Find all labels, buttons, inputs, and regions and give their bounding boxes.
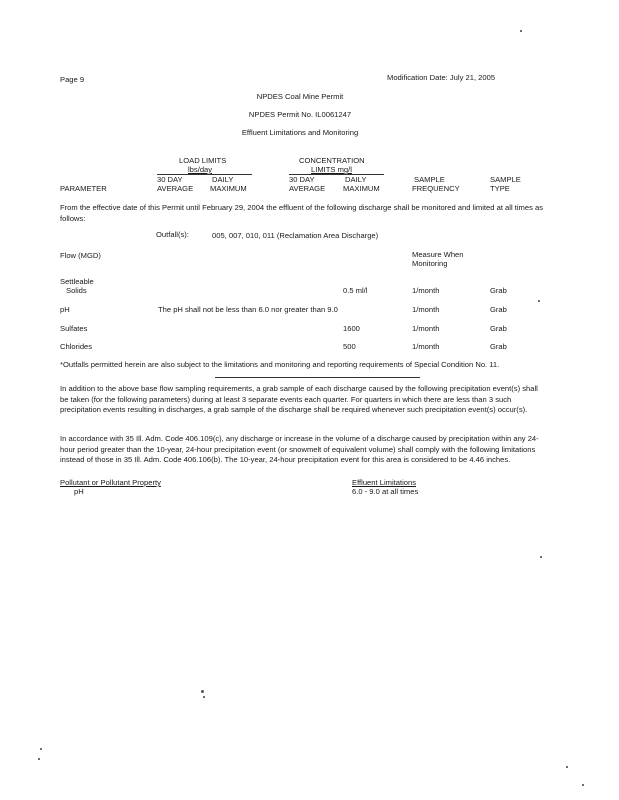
permit-type-title: NPDES Coal Mine Permit <box>256 92 344 101</box>
section-title: Effluent Limitations and Monitoring <box>241 128 359 137</box>
load-limits-units: lbs/day <box>188 165 213 174</box>
ph-parameter: pH <box>60 305 70 314</box>
chlorides-daily-max: 500 <box>343 342 356 351</box>
scan-speck <box>40 748 42 750</box>
sample-frequency-header: SAMPLE <box>414 175 445 184</box>
scan-speck <box>540 556 542 558</box>
pollutant-header: Pollutant or Pollutant Property <box>60 478 161 487</box>
page-number: Page 9 <box>60 75 85 84</box>
settleable-sample-type: Grab <box>490 286 507 295</box>
permit-number-title: NPDES Permit No. IL0061247 <box>248 110 352 119</box>
precipitation-limitation-paragraph: In accordance with 35 Ill. Adm. Code 406.109(c), any discharge or increase in the volume of a discharge caused by precipitation within any 24-hour period greater than the 10-year, 24-hour precipitation event (or snowmelt of equivalent volume) shall comply with the following limitations instead of those in 35 Ill. Adm. Code 406.106(b). The 10-year, 24-hour precipitation event for this area is considered to be 4.46 inches. <box>60 434 539 465</box>
outfalls-value: 005, 007, 010, 011 (Reclamation Area Discharge) <box>212 231 379 240</box>
effluent-ph-limit: 6.0 - 9.0 at all times <box>352 487 419 496</box>
chlorides-parameter: Chlorides <box>60 342 93 351</box>
conc-30day-average-header: 30 DAY <box>289 175 315 184</box>
settleable-frequency: 1/month <box>412 286 440 295</box>
concentration-header: CONCENTRATION <box>299 156 365 165</box>
load-30day-average-header-2: AVERAGE <box>157 184 194 193</box>
load-30day-average-header: 30 DAY <box>157 175 183 184</box>
scan-speck <box>201 690 204 693</box>
sample-type-header-2: TYPE <box>490 184 510 193</box>
scan-speck <box>520 30 522 32</box>
modification-date: Modification Date: July 21, 2005 <box>387 73 496 82</box>
conc-daily-maximum-header: DAILY <box>345 175 367 184</box>
load-daily-maximum-header-2: MAXIMUM <box>210 184 247 193</box>
sulfates-parameter: Sulfates <box>60 324 88 333</box>
ph-sample-type: Grab <box>490 305 507 314</box>
sample-frequency-header-2: FREQUENCY <box>412 184 460 193</box>
concentration-units: LIMITS mg/l <box>311 165 352 174</box>
chlorides-frequency: 1/month <box>412 342 440 351</box>
outfall-footnote: *Outfalls permitted herein are also subject to the limitations and monitoring and reporting requirements of Special Condition No. 11. <box>60 360 500 369</box>
load-daily-maximum-header: DAILY <box>212 175 234 184</box>
settleable-parameter: Settleable <box>60 277 94 286</box>
sample-type-header: SAMPLE <box>490 175 521 184</box>
parameter-header: PARAMETER <box>60 184 107 193</box>
flow-parameter: Flow (MGD) <box>60 251 101 260</box>
effluent-header: Effluent Limitations <box>352 478 417 487</box>
sulfates-sample-type: Grab <box>490 324 507 333</box>
footnote-divider <box>215 377 420 378</box>
ph-frequency: 1/month <box>412 305 440 314</box>
scan-speck <box>538 300 540 302</box>
ph-limit: The pH shall not be less than 6.0 nor greater than 9.0 <box>158 305 338 314</box>
flow-frequency-2: Monitoring <box>412 259 448 268</box>
load-limits-header: LOAD LIMITS <box>179 156 227 165</box>
precipitation-sampling-paragraph: In addition to the above base flow sampling requirements, a grab sample of each discharge caused by the following precipitation event(s) shall be taken (for the following parameters) during at least 3 separate events each quarter. For quarters in which there are less than 3 such precipitation events resulting in discharges, a grab sample of the discharge shall be required whenever such precipitation event(s) occur(s). <box>60 384 538 415</box>
conc-30day-average-header-2: AVERAGE <box>289 184 326 193</box>
pollutant-ph: pH <box>74 487 84 496</box>
sulfates-frequency: 1/month <box>412 324 440 333</box>
scan-speck <box>566 766 568 768</box>
scan-speck <box>203 696 205 698</box>
settleable-parameter-2: Solids <box>66 286 87 295</box>
conc-daily-maximum-header-2: MAXIMUM <box>343 184 380 193</box>
sulfates-daily-max: 1600 <box>343 324 360 333</box>
chlorides-sample-type: Grab <box>490 342 507 351</box>
settleable-daily-max: 0.5 ml/l <box>343 286 368 295</box>
scan-speck <box>38 758 40 760</box>
flow-frequency: Measure When <box>412 250 464 259</box>
intro-paragraph: From the effective date of this Permit until February 29, 2004 the effluent of the following discharge shall be monitored and limited at all times as follows: <box>60 203 544 223</box>
outfalls-label: Outfall(s): <box>156 230 189 239</box>
scan-speck <box>582 784 584 786</box>
